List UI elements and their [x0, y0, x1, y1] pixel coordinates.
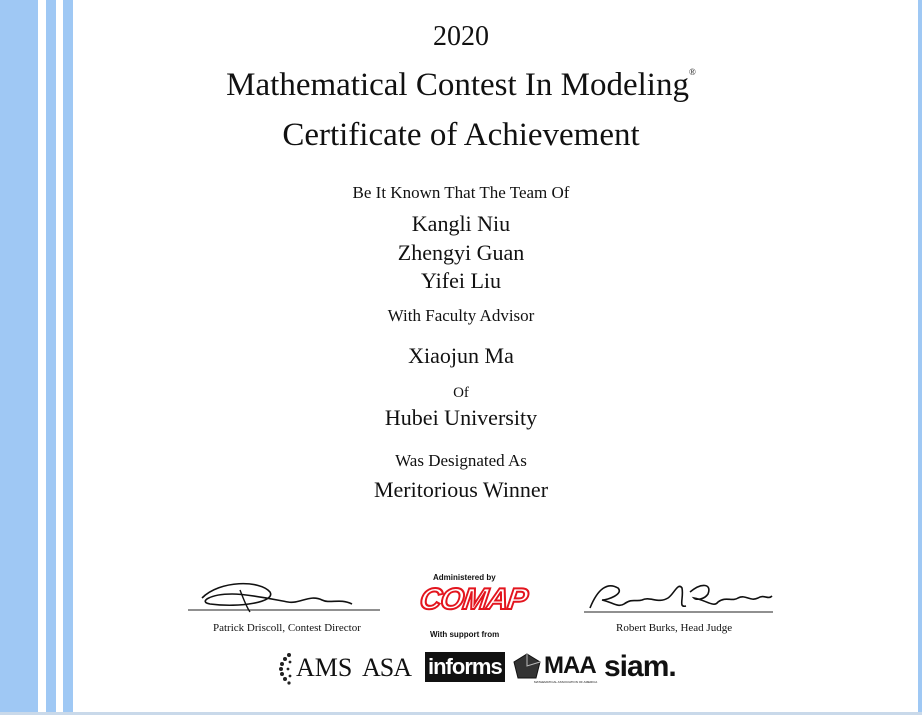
of-label: Of [453, 385, 469, 401]
advisor-intro: With Faculty Advisor [387, 306, 535, 325]
ams-emblem-icon [276, 651, 294, 685]
registered-mark: ® [688, 67, 696, 77]
advisor-name: Xiaojun Ma [408, 343, 514, 368]
intro-line: Be It Known That The Team Of [352, 183, 570, 202]
designation-intro: Was Designated As [395, 451, 527, 470]
team-member: Zhengyi Guan [397, 240, 525, 265]
director-caption: Patrick Driscoll, Contest Director [213, 622, 361, 634]
comap-logo: COMAP [417, 583, 530, 616]
maa-subtitle: MATHEMATICAL ASSOCIATION OF AMERICA [534, 680, 598, 684]
maa-polyhedron-icon [512, 652, 542, 682]
certificate-year: 2020 [433, 21, 489, 52]
maa-logo: MAA MATHEMATICAL ASSOCIATION OF AMERICA [512, 652, 600, 688]
designation: Meritorious Winner [373, 477, 549, 502]
judge-caption: Robert Burks, Head Judge [616, 622, 733, 634]
siam-logo: siam. [604, 650, 676, 683]
asa-logo: ASA [362, 653, 412, 682]
judge-signature [578, 578, 778, 620]
ams-logo: AMS [276, 649, 356, 689]
institution-name: Hubei University [384, 405, 538, 430]
director-signature [180, 578, 385, 618]
with-support-label: With support from [430, 630, 500, 639]
contest-title: Mathematical Contest In Modeling® [226, 67, 696, 103]
team-member: Yifei Liu [420, 268, 502, 293]
team-member: Kangli Niu [411, 211, 511, 236]
informs-logo: informs [425, 652, 509, 684]
administered-by-label: Administered by [433, 573, 496, 582]
certificate-title: Certificate of Achievement [282, 117, 640, 153]
